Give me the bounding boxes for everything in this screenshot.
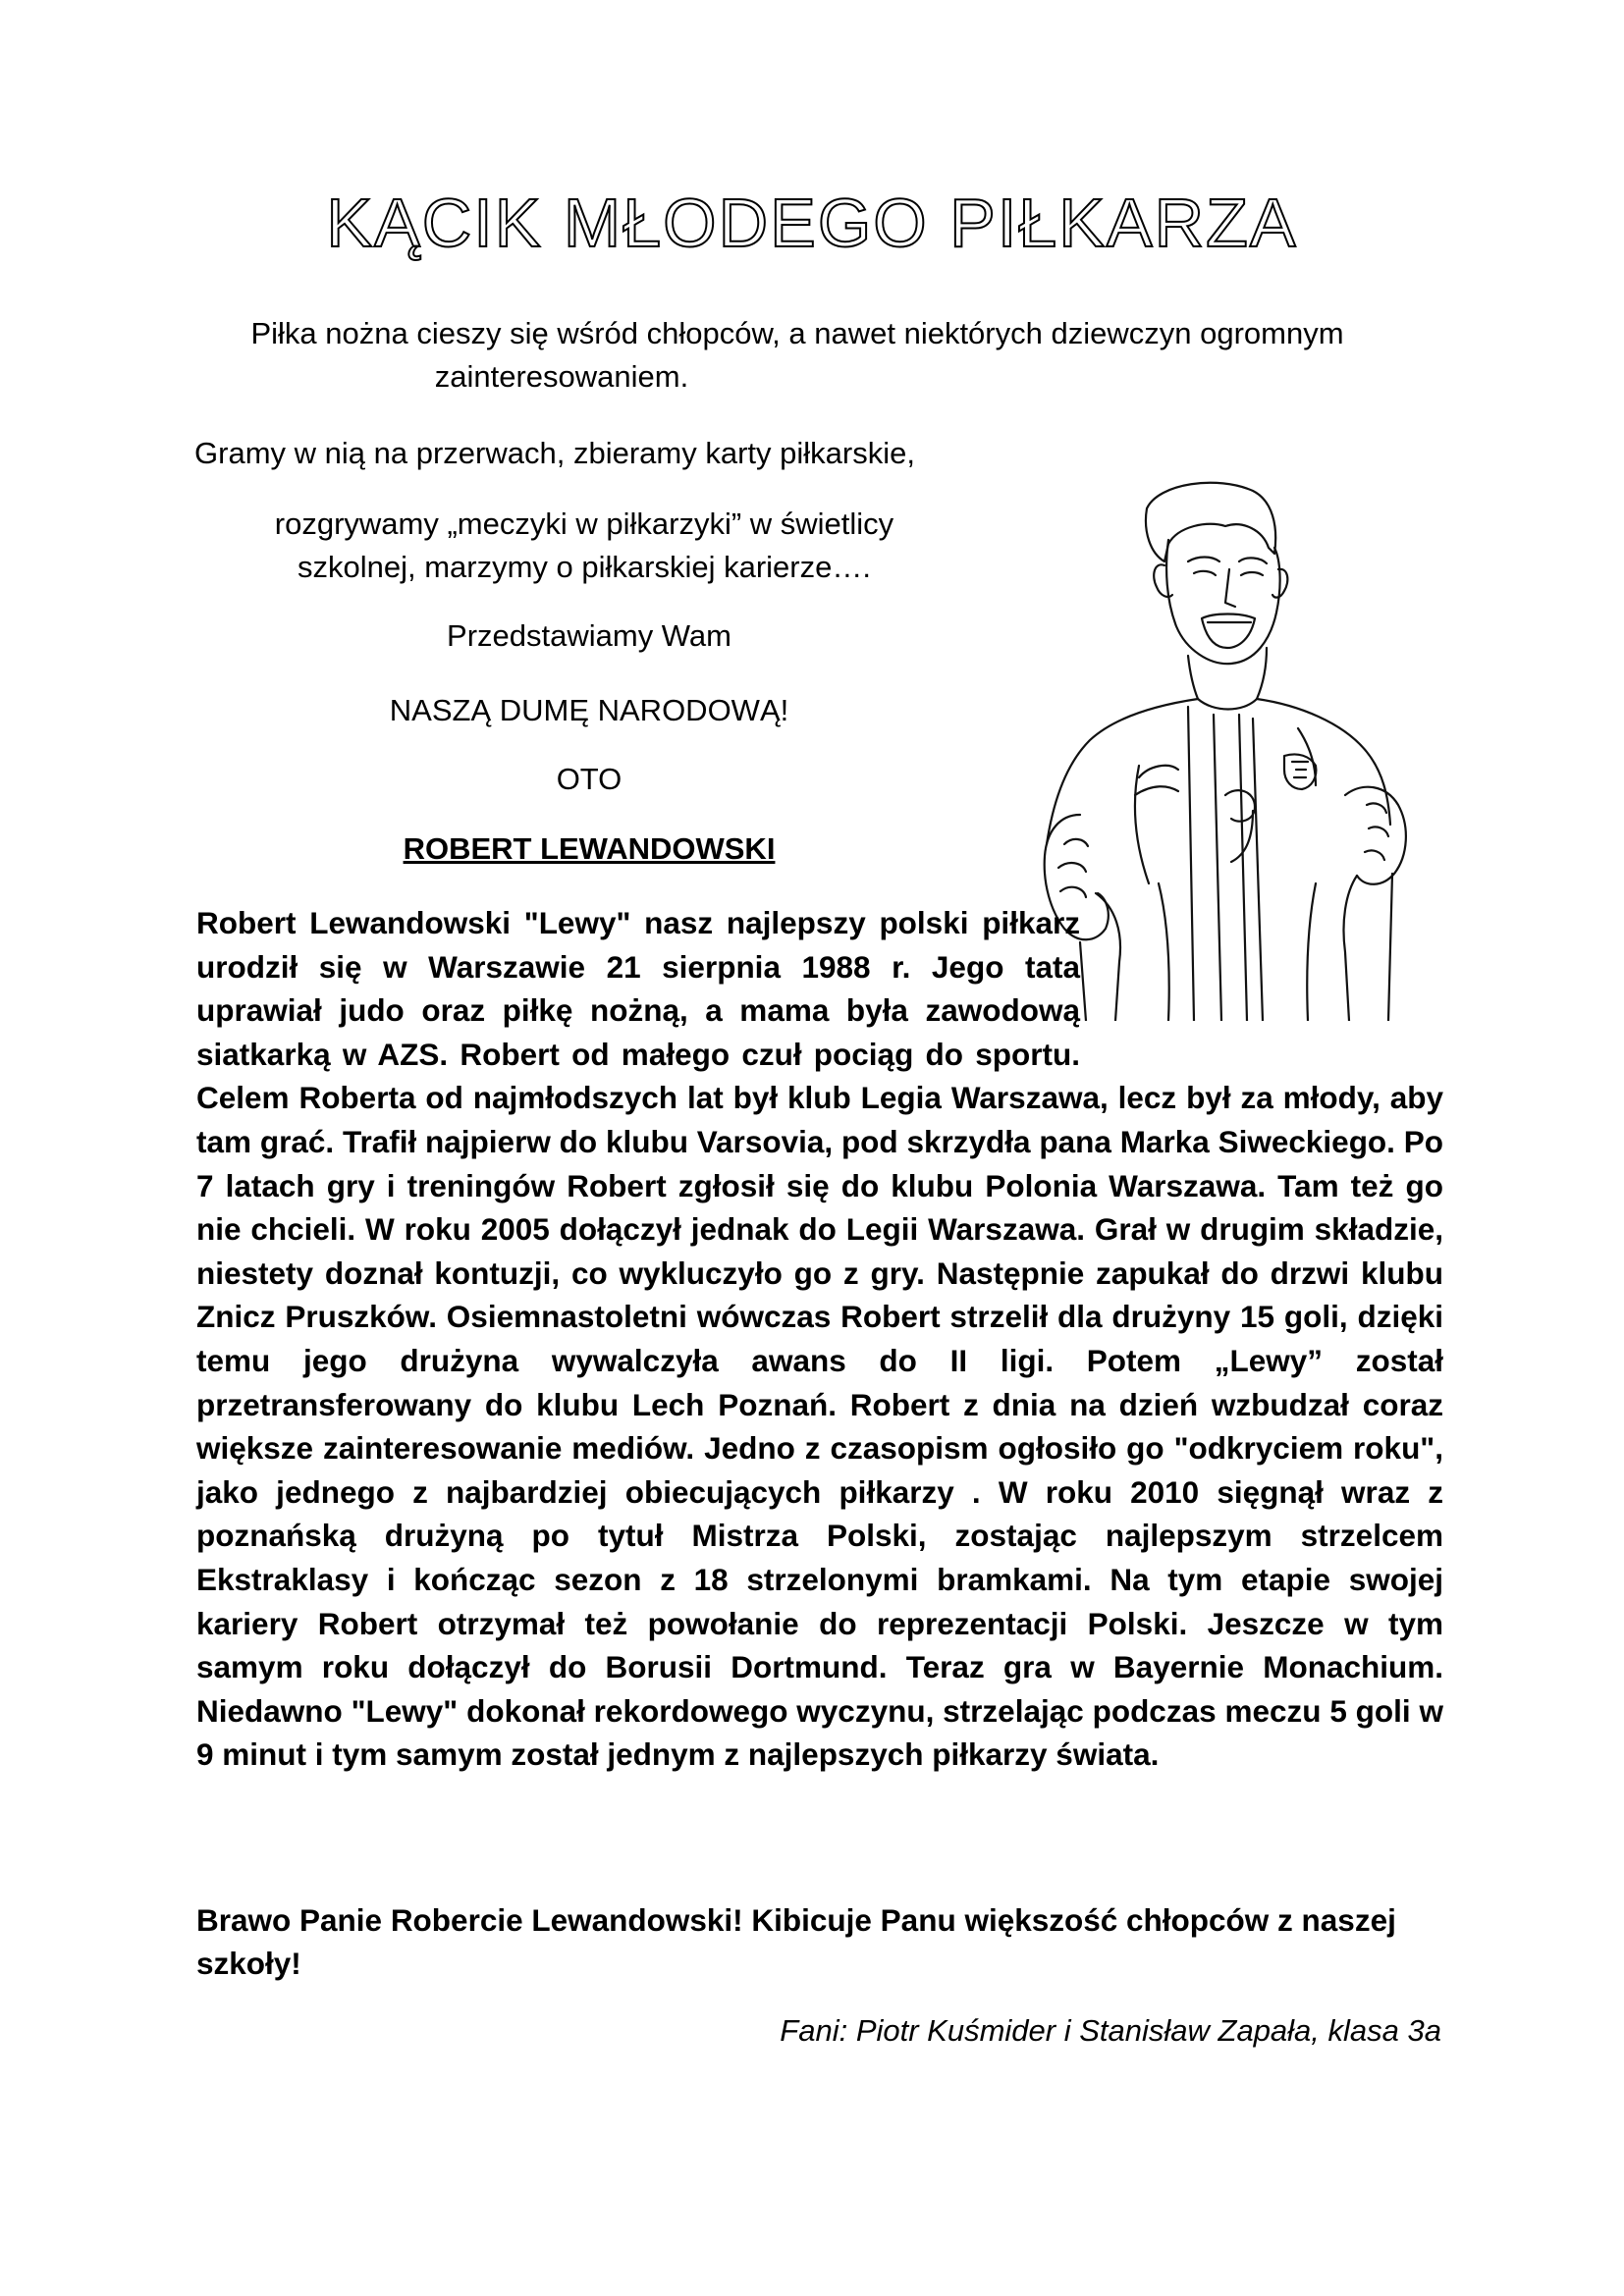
intro-line: OTO xyxy=(556,762,623,796)
intro-line: rozgrywamy „meczyki w piłkarzyki” w świetlicy xyxy=(274,507,894,541)
intro-line: Gramy w nią na przerwach, zbieramy karty piłkarskie, xyxy=(194,436,915,470)
figure-spacer xyxy=(1100,901,1443,1076)
intro-line: szkolnej, marzymy o piłkarskiej karierze…. xyxy=(298,550,871,584)
intro-paragraph xyxy=(196,503,972,589)
intro-line: NASZĄ DUMĘ NARODOWĄ! xyxy=(389,693,789,727)
intro-line: Piłka nożna cieszy się wśród chłopców, a nawet niektórych dziewczyn ogromnym xyxy=(250,316,1344,350)
intro-paragraph xyxy=(177,312,1418,399)
intro-line: zainteresowaniem. xyxy=(434,359,689,394)
page-title: KĄCIK MŁODEGO PIŁKARZA xyxy=(326,185,1298,261)
article-heading: ROBERT LEWANDOWSKI xyxy=(403,831,776,866)
article-body xyxy=(196,901,1443,1777)
article-text: Robert Lewandowski "Lewy" nasz najlepszy polski piłkarz urodził się w Warszawie 21 sierpnia 1988 r. Jego tata uprawiał judo oraz piłkę nożną, a mama była zawodową siatkarką w AZS. Robert od małego czuł pociąg do sportu. Celem Roberta od najmłodszych lat był klub Legia Warszawa, lecz był za młody, aby tam grać. Trafił najpierw do klubu Varsovia, pod skrzydła pana Marka Siweckiego. Po 7 latach gry i treningów Robert zgłosił się do klubu Polonia Warszawa. Tam też go nie chcieli. W roku 2005 dołączył jednak do Legii Warszawa. Grał w drugim składzie, niestety doznał kontuzji, co wykluczyło go z gry. Następnie zapukał do drzwi klubu Znicz Pruszków. Osiemnastoletni wówczas Robert strzelił dla drużyny 15 goli, dzięki temu jego drużyna wywalczyła awans do II ligi. Potem „Lewy” został przetransferowany do klubu Lech Poznań. Robert z dnia na dzień wzbudzał coraz większe zainteresowanie mediów. Jedno z czasopism ogłosiło go "odkryciem roku", jako jednego z najbardziej obiecujących piłkarzy . W roku 2010 sięgnął wraz z poznańską drużyną po tytuł Mistrza Polski, zostając najlepszym strzelcem Ekstraklasy i kończąc sezon z 18 strzelonymi bramkami. Na tym etapie swojej kariery Robert otrzymał też powołanie do reprezentacji Polski. Jeszcze w tym samym roku dołączył do Borusii Dortmund. Teraz gra w Bayernie Monachium. Niedawno "Lewy" dokonał rekordowego wyczynu, strzelając podczas meczu 5 goli w 9 minut i tym samym został jednym z najlepszych piłkarzy świata. xyxy=(196,905,1443,1773)
authors-signature: Fani: Piotr Kuśmider i Stanisław Zapała, klasa 3a xyxy=(780,2013,1441,2048)
intro-line: Przedstawiamy Wam xyxy=(447,618,731,653)
closing-paragraph: Brawo Panie Robercie Lewandowski! Kibicuje Panu większość chłopców z naszej szkoły! xyxy=(196,1902,1396,1981)
